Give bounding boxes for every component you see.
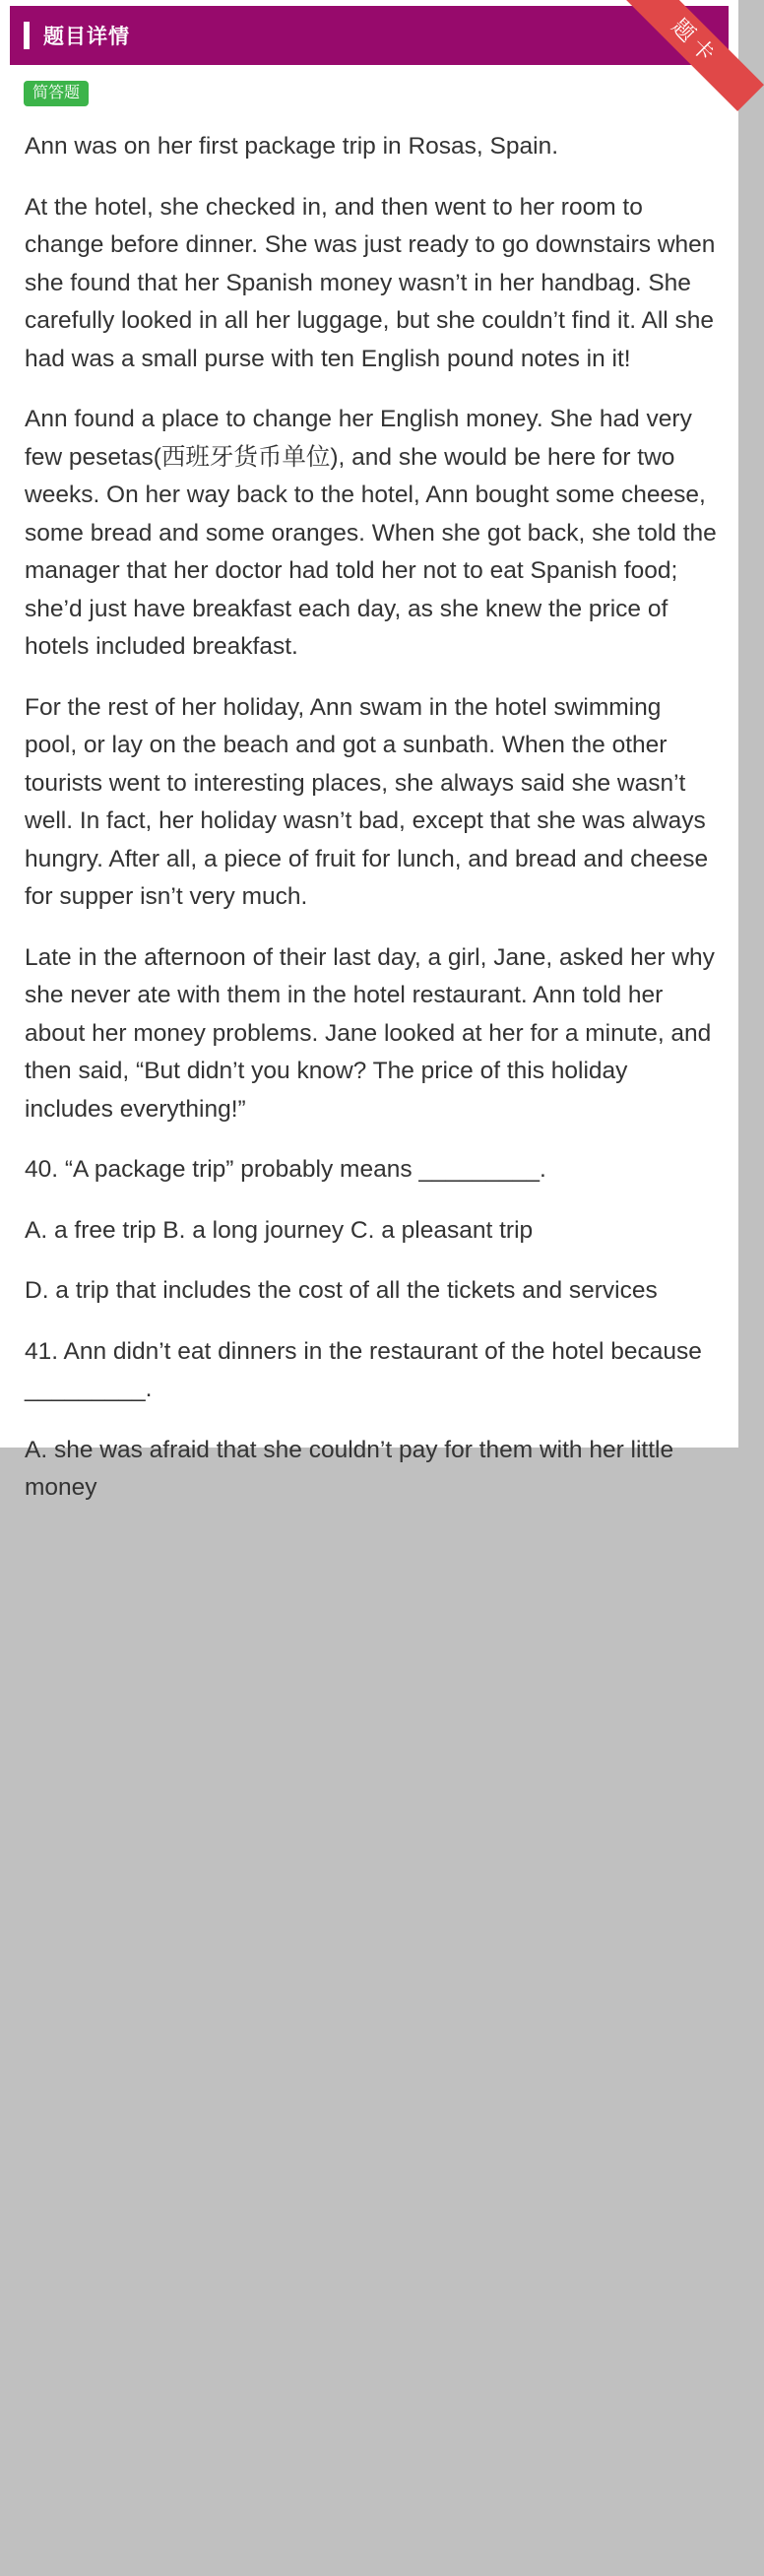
passage-paragraph: Late in the afternoon of their last day, a girl, Jane, asked her why she never ate with them in the hotel restaurant. Ann told her about her money problems. Jane looked at her for a minute, and then said, “But didn’t you know? The price of this holiday includes everything!”: [25, 943, 715, 1123]
passage-paragraph: At the hotel, she checked in, and then went to her room to change before dinner. She was just ready to go downstairs when she found that her Spanish money wasn’t in her handbag. She carefully looked in all her luggage, but she couldn’t find it. All she had was a small purse with ten English pound notes in it!: [25, 193, 716, 372]
question-content: [25, 128, 720, 1530]
question-40-option-d: D. a trip that includes the cost of all the tickets and services: [25, 1277, 658, 1304]
question-type-badge: 简答题: [24, 81, 89, 106]
header-accent-bar: [24, 22, 30, 49]
question-card-ribbon[interactable]: [630, 0, 738, 108]
ribbon-label[interactable]: 题卡: [626, 0, 764, 111]
question-41: 41. Ann didn’t eat dinners in the restaurant of the hotel because _________.: [25, 1337, 702, 1402]
page-header: [10, 6, 729, 65]
question-40-options-abc: A. a free trip B. a long journey C. a pleasant trip: [25, 1216, 534, 1244]
page-title: 题目详情: [43, 26, 130, 48]
passage-paragraph: For the rest of her holiday, Ann swam in the hotel swimming pool, or lay on the beach and got a sunbath. When the other tourists went to interesting places, she always said she wasn’t well. In fact, her holiday wasn’t bad, except that she was always hungry. After all, a piece of fruit for lunch, and bread and cheese for supper isn’t very much.: [25, 693, 709, 910]
question-41-option-a: A. she was afraid that she couldn’t pay for them with her little money: [25, 1436, 674, 1501]
question-40: 40. “A package trip” probably means _________.: [25, 1156, 546, 1183]
passage-paragraph: Ann was on her first package trip in Rosas, Spain.: [25, 133, 559, 160]
passage-paragraph: Ann found a place to change her English money. She had very few pesetas(西班牙货币单位), and she would be here for two weeks. On her way back to the hotel, Ann bought some cheese, some bread and some oranges. When she got back, she told the manager that her doctor had told her not to eat Spanish food; she’d just have breakfast each day, as she knew the price of hotels included breakfast.: [25, 406, 717, 660]
